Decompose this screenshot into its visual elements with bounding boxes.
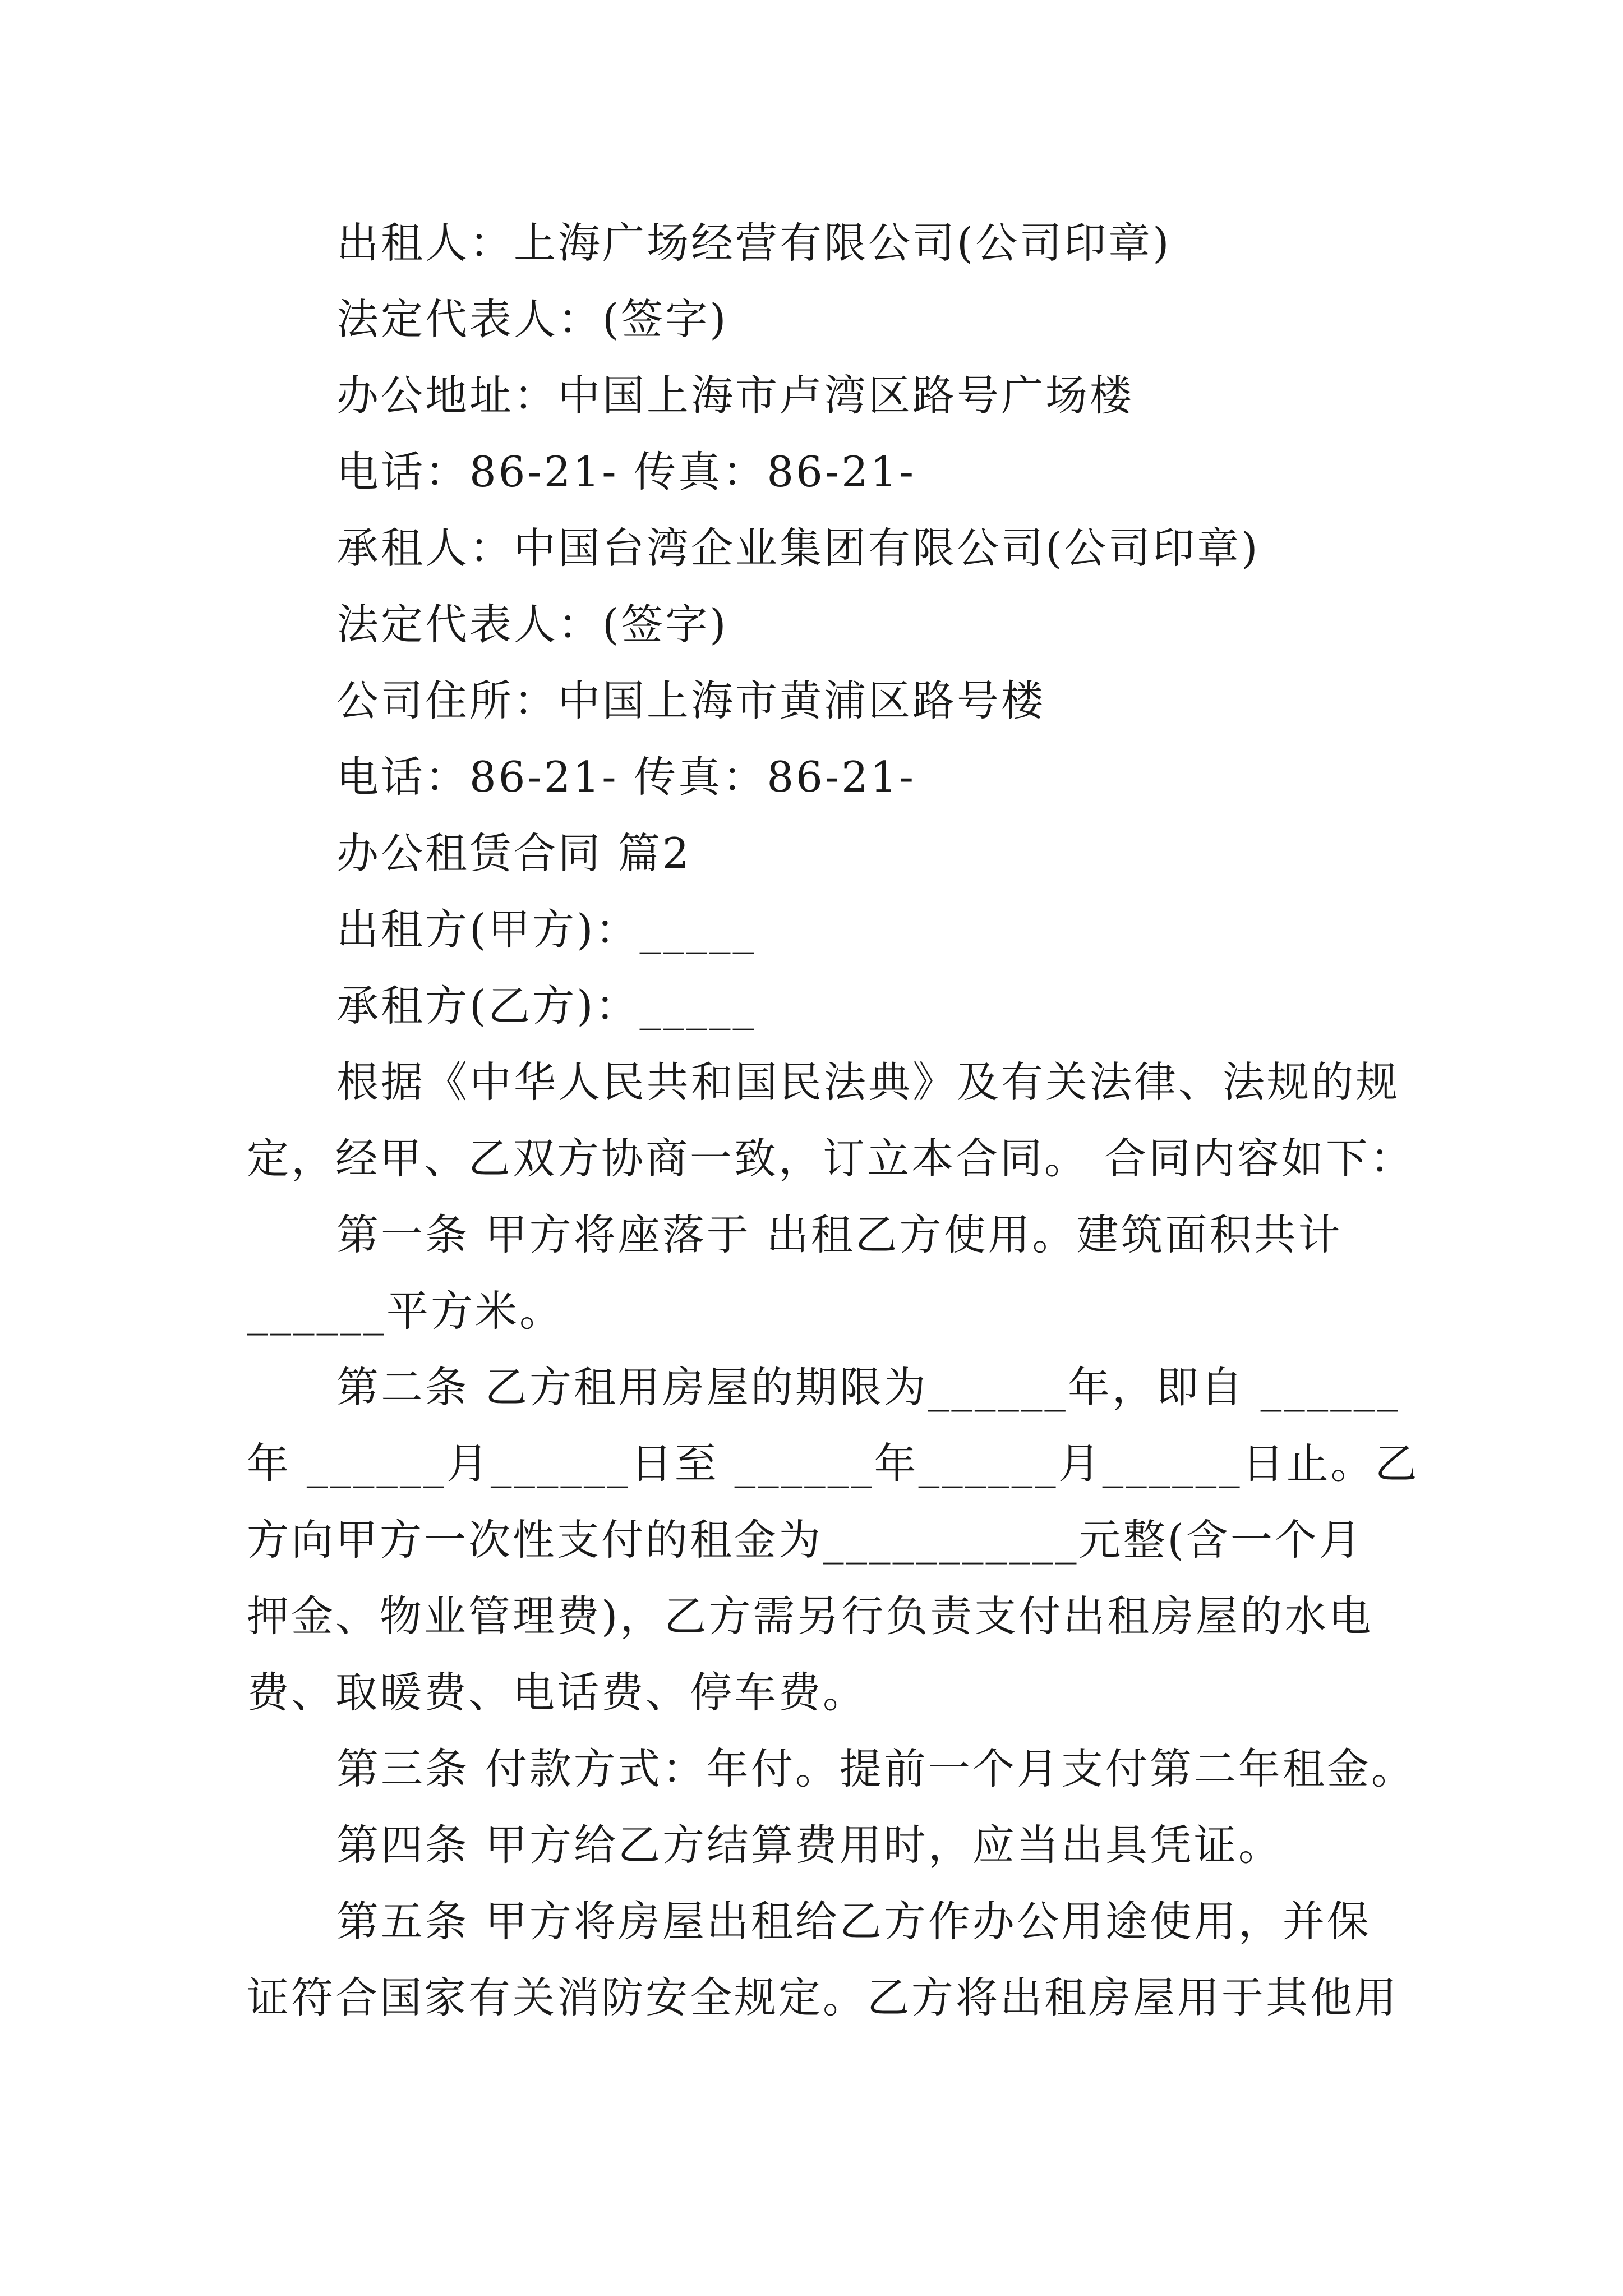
preamble-line-2: 定，经甲、乙双方协商一致，订立本合同。 合同内容如下： (247, 1134, 1414, 1183)
lessor-phone-fax-line: 电话：86-21- 传真：86-21- (336, 447, 916, 496)
article-2-line-2: 年 ______月______日至 ______年______月______日止。乙 (247, 1439, 1419, 1488)
lessor-line: 出租人：上海广场经营有限公司(公司印章) (336, 218, 1172, 268)
article-2-line-4: 押金、物业管理费)，乙方需另行负责支付出租房屋的水电 (247, 1591, 1373, 1641)
article-2-line-3: 方向甲方一次性支付的租金为___________元整(含一个月 (247, 1515, 1363, 1565)
party-b-line: 承租方(乙方)：_____ (336, 981, 757, 1030)
article-3-line: 第三条 付款方式：年付。提前一个月支付第二年租金。 (336, 1744, 1415, 1793)
article-4-line: 第四条 甲方给乙方结算费用时，应当出具凭证。 (336, 1820, 1283, 1870)
article-5-line-1: 第五条 甲方将房屋出租给乙方作办公用途使用，并保 (336, 1897, 1371, 1946)
document-body (247, 205, 1419, 2036)
lessor-legal-rep-line: 法定代表人：(签字) (336, 295, 728, 344)
party-a-line: 出租方(甲方)：_____ (336, 905, 757, 954)
lessee-line: 承租人：中国台湾企业集团有限公司(公司印章) (336, 523, 1260, 573)
lessee-legal-rep-line: 法定代表人：(签字) (336, 600, 728, 649)
lessee-address-line: 公司住所：中国上海市黄浦区路号楼 (336, 676, 1046, 725)
article-1-line-2: ______平方米。 (247, 1286, 564, 1336)
lessee-phone-fax-line: 电话：86-21- 传真：86-21- (336, 752, 916, 802)
section-heading: 办公租赁合同 篇2 (336, 829, 691, 878)
preamble-line-1: 根据《中华人民共和国民法典》及有关法律、法规的规 (336, 1057, 1400, 1107)
article-2-line-1: 第二条 乙方租用房屋的期限为______年，即自 ______ (336, 1363, 1400, 1412)
article-1-line-1: 第一条 甲方将座落于 出租乙方使用。建筑面积共计 (336, 1210, 1343, 1259)
article-2-line-5: 费、取暖费、电话费、停车费。 (247, 1668, 868, 1717)
lessor-office-address-line: 办公地址：中国上海市卢湾区路号广场楼 (336, 371, 1135, 420)
article-5-line-2: 证符合国家有关消防安全规定。乙方将出租房屋用于其他用 (247, 1973, 1399, 2022)
